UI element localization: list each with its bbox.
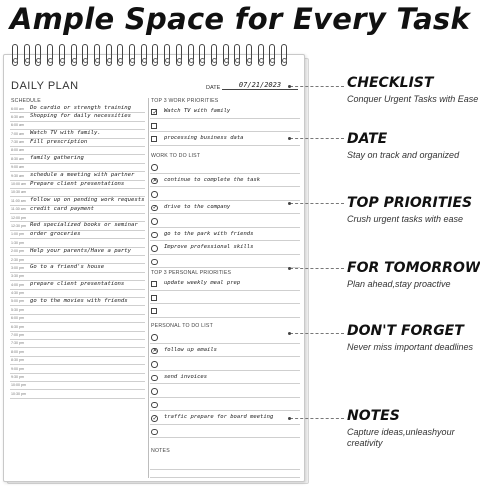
circle-checkbox-icon[interactable] — [151, 245, 158, 252]
schedule-row — [10, 281, 145, 289]
callout-title-for-tomorrow: FOR TOMORROW — [347, 260, 480, 276]
date-value: 07/21/2023 — [222, 81, 298, 90]
schedule-task: family gathering — [30, 155, 84, 162]
notes-label: NOTES — [151, 448, 170, 454]
schedule-task: Prepare client presentations — [30, 180, 125, 187]
schedule-task: Do cardio or strength training — [30, 105, 132, 111]
schedule-time: 8:00 pm — [11, 349, 24, 354]
schedule-time: 7:30 am — [11, 140, 24, 145]
callout-dot — [288, 85, 291, 88]
spiral-coil — [12, 44, 18, 66]
spiral-coil — [188, 44, 194, 66]
schedule-time: 5:30 pm — [11, 307, 24, 312]
schedule-time: 6:30 am — [11, 114, 24, 119]
schedule-time: 12:00 pm — [11, 215, 26, 220]
list-item — [150, 228, 300, 242]
circle-checkbox-icon[interactable] — [151, 164, 158, 171]
schedule-row — [10, 264, 145, 272]
schedule-row — [10, 222, 145, 230]
list-item — [150, 160, 300, 174]
callout-title-dont-forget: DON'T FORGET — [347, 323, 464, 339]
list-item-text: processing business data — [164, 135, 244, 141]
schedule-row — [10, 273, 145, 281]
circle-checkbox-icon[interactable] — [151, 348, 158, 355]
spiral-coil — [176, 44, 182, 66]
callout-subtitle-checklist: Conquer Urgent Tasks with Ease — [347, 94, 479, 104]
schedule-list — [10, 105, 145, 399]
schedule-row — [10, 340, 145, 348]
schedule-time: 9:30 am — [11, 173, 24, 178]
callout-title-checklist: CHECKLIST — [347, 75, 434, 91]
schedule-row — [10, 290, 145, 298]
callout-dot — [288, 137, 291, 140]
list-item — [150, 119, 300, 133]
schedule-row — [10, 332, 145, 340]
schedule-time: 12:30 pm — [11, 223, 26, 228]
date-label: DATE — [206, 85, 221, 91]
schedule-time: 8:30 am — [11, 156, 24, 161]
schedule-task: Help your parents/Have a party — [30, 247, 132, 254]
spiral-binding — [12, 44, 302, 74]
checkbox-icon[interactable] — [151, 281, 157, 287]
schedule-time: 8:30 pm — [11, 358, 24, 363]
circle-checkbox-icon[interactable] — [151, 178, 158, 185]
callout-title-top-priorities: TOP PRIORITIES — [347, 195, 473, 211]
schedule-time: 9:00 am — [11, 165, 24, 170]
spiral-coil — [94, 44, 100, 66]
spiral-coil — [211, 44, 217, 66]
schedule-task: Go to a friend's house — [30, 264, 105, 271]
schedule-task: credit card payment — [30, 205, 94, 212]
check-mark: ✕ — [152, 178, 158, 184]
spiral-coil — [129, 44, 135, 66]
schedule-row — [10, 374, 145, 382]
circle-checkbox-icon[interactable] — [151, 429, 158, 436]
schedule-time: 7:00 pm — [11, 333, 24, 338]
check-mark: ✓ — [152, 415, 158, 422]
schedule-time: 6:00 am — [11, 106, 24, 111]
list-item — [150, 344, 300, 358]
schedule-row — [10, 214, 145, 222]
schedule-time: 6:30 pm — [11, 324, 24, 329]
spiral-coil — [59, 44, 65, 66]
schedule-task: order groceries — [30, 230, 81, 237]
schedule-time: 11:30 am — [11, 207, 26, 212]
schedule-row — [10, 113, 145, 121]
circle-checkbox-icon[interactable] — [151, 415, 158, 422]
checkbox-icon[interactable] — [151, 295, 157, 301]
circle-checkbox-icon[interactable] — [151, 361, 158, 368]
list-item-text: go to the park with friends — [164, 230, 254, 237]
callout-connector — [290, 268, 344, 269]
spiral-coil — [223, 44, 229, 66]
spiral-coil — [71, 44, 77, 66]
schedule-time: 7:30 pm — [11, 341, 24, 346]
work-priorities-list — [150, 105, 300, 146]
schedule-time: 4:30 pm — [11, 291, 24, 296]
list-item — [150, 174, 300, 188]
callout-subtitle-for-tomorrow: Plan ahead,stay proactive — [347, 279, 451, 289]
list-item-text: continue to complete the task — [164, 176, 261, 183]
schedule-time: 5:00 pm — [11, 299, 24, 304]
circle-checkbox-icon[interactable] — [151, 205, 158, 212]
schedule-time: 10:30 pm — [11, 391, 26, 396]
spiral-coil — [82, 44, 88, 66]
headline: Ample Space for Every Task — [9, 2, 471, 36]
spiral-coil — [141, 44, 147, 66]
work-todo-list — [150, 160, 300, 268]
checkbox-icon[interactable] — [151, 308, 157, 314]
spiral-coil — [106, 44, 112, 66]
schedule-row — [10, 130, 145, 138]
schedule-time: 1:30 pm — [11, 240, 24, 245]
column-divider — [148, 98, 149, 478]
callout-dot — [288, 202, 291, 205]
schedule-label: SCHEDULE — [11, 98, 41, 104]
spiral-coil — [117, 44, 123, 66]
schedule-time: 2:30 pm — [11, 257, 24, 262]
schedule-row — [10, 122, 145, 130]
spiral-coil — [199, 44, 205, 66]
callout-title-date: DATE — [347, 131, 388, 147]
callout-subtitle-top-priorities: Crush urgent tasks with ease — [347, 214, 464, 224]
circle-checkbox-icon[interactable] — [151, 388, 158, 395]
schedule-row — [10, 315, 145, 323]
list-item-text: send invoices — [164, 373, 208, 380]
spiral-coil — [258, 44, 264, 66]
schedule-time: 7:00 am — [11, 131, 24, 136]
list-item — [150, 132, 300, 146]
list-item — [150, 330, 300, 344]
callout-title-notes: NOTES — [347, 408, 400, 424]
callout-subtitle-notes: Capture ideas,unleashyour creativity — [347, 427, 455, 448]
schedule-row — [10, 323, 145, 331]
schedule-time: 6:00 pm — [11, 316, 24, 321]
checkbox-icon[interactable] — [151, 123, 157, 129]
spiral-coil — [152, 44, 158, 66]
personal-priorities-list — [150, 277, 300, 318]
callout-connector — [290, 333, 344, 334]
schedule-row — [10, 164, 145, 172]
checkbox-icon[interactable] — [151, 109, 157, 115]
personal-todo-list — [150, 330, 300, 438]
list-item-text: Watch TV with family — [164, 108, 231, 114]
spiral-coil — [234, 44, 240, 66]
schedule-row — [10, 248, 145, 256]
schedule-time: 9:30 pm — [11, 375, 24, 379]
schedule-row — [10, 197, 145, 205]
daily-plan-title: DAILY PLAN — [11, 80, 79, 92]
circle-checkbox-icon[interactable] — [151, 334, 158, 341]
spiral-coil — [281, 44, 287, 66]
list-item — [150, 398, 300, 412]
schedule-time: 2:00 pm — [11, 249, 24, 254]
list-item — [150, 304, 300, 318]
spiral-coil — [35, 44, 41, 66]
list-item — [150, 357, 300, 371]
circle-checkbox-icon[interactable] — [151, 375, 158, 382]
schedule-task: schedule a meeting with partner — [30, 172, 135, 179]
list-item — [150, 411, 300, 425]
schedule-time: 8:00 am — [11, 148, 24, 153]
schedule-task: prepare client presentations — [30, 281, 125, 288]
spiral-coil — [24, 44, 30, 66]
list-item — [150, 105, 300, 119]
personal-priorities-label: TOP 3 PERSONAL PRIORITIES — [151, 270, 232, 276]
list-item-text: traffic prepare for board meeting — [164, 414, 274, 420]
list-item — [150, 214, 300, 228]
callout-subtitle-date: Stay on track and organized — [347, 150, 460, 160]
schedule-time: 9:00 pm — [11, 366, 24, 371]
schedule-time: 4:00 pm — [11, 282, 24, 287]
schedule-time: 3:00 pm — [11, 265, 24, 270]
schedule-row — [10, 105, 145, 113]
circle-checkbox-icon[interactable] — [151, 232, 158, 239]
check-mark: ✕ — [152, 348, 158, 354]
schedule-row — [10, 256, 145, 264]
list-item — [150, 384, 300, 398]
callout-connector — [290, 418, 344, 419]
schedule-task: Fill prescription — [30, 138, 88, 145]
schedule-row — [10, 206, 145, 214]
schedule-row — [10, 348, 145, 356]
list-item — [150, 277, 300, 291]
schedule-task: Watch TV with family. — [30, 130, 101, 137]
list-item — [150, 371, 300, 385]
spiral-coil — [269, 44, 275, 66]
check-mark: ✓ — [152, 109, 158, 116]
list-item — [150, 291, 300, 305]
schedule-time: 3:30 pm — [11, 274, 24, 279]
circle-checkbox-icon[interactable] — [151, 402, 158, 409]
check-mark: ✓ — [152, 205, 158, 211]
schedule-task: Red specialized books or seminar — [30, 222, 138, 229]
work-priorities-label: TOP 3 WORK PRIORITIES — [151, 98, 219, 104]
circle-checkbox-icon[interactable] — [151, 191, 158, 198]
spiral-coil — [246, 44, 252, 66]
schedule-time: 1:00 pm — [11, 232, 24, 237]
schedule-time: 11:00 am — [11, 198, 26, 203]
list-item — [150, 187, 300, 201]
schedule-row — [10, 155, 145, 163]
schedule-row — [10, 357, 145, 365]
schedule-row — [10, 231, 145, 239]
schedule-row — [10, 147, 145, 155]
schedule-time: 10:00 am — [11, 182, 26, 187]
schedule-task: follow up on pending work requests — [30, 197, 145, 204]
callout-dot — [288, 417, 291, 420]
schedule-row — [10, 172, 145, 180]
personal-todo-label: PERSONAL TO DO LIST — [151, 323, 213, 329]
checkbox-icon[interactable] — [151, 136, 157, 142]
schedule-row — [10, 189, 145, 197]
spiral-coil — [164, 44, 170, 66]
schedule-row — [10, 139, 145, 147]
schedule-row — [10, 390, 145, 398]
callout-connector — [290, 203, 344, 204]
callout-connector — [290, 86, 344, 87]
schedule-task: go to the movies with friends — [30, 297, 128, 304]
list-item — [150, 255, 300, 269]
schedule-row — [10, 382, 145, 390]
callout-dot — [288, 332, 291, 335]
spiral-coil — [47, 44, 53, 66]
list-item-text: update weekly meal prep — [164, 280, 241, 286]
callout-subtitle-dont-forget: Never miss important deadlines — [347, 342, 474, 352]
list-item — [150, 201, 300, 215]
callout-dot — [288, 267, 291, 270]
notes-lines — [150, 462, 300, 478]
circle-checkbox-icon[interactable] — [151, 259, 158, 266]
list-item — [150, 241, 300, 255]
schedule-row — [10, 365, 145, 373]
schedule-row — [10, 181, 145, 189]
list-item-text: follow up emails — [164, 346, 217, 353]
list-item-text: Improve professional skills — [164, 244, 254, 250]
work-todo-label: WORK TO DO LIST — [151, 153, 201, 159]
schedule-time: 10:30 am — [11, 190, 26, 195]
schedule-row — [10, 239, 145, 247]
circle-checkbox-icon[interactable] — [151, 218, 158, 225]
list-item — [150, 425, 300, 439]
schedule-row — [10, 298, 145, 306]
schedule-time: 6:00 am — [11, 123, 24, 128]
schedule-row — [10, 306, 145, 314]
schedule-task: Shopping for daily necessities — [30, 113, 132, 120]
list-item-text: drive to the company — [164, 203, 231, 210]
schedule-time: 10:00 pm — [11, 383, 26, 388]
callout-connector — [290, 138, 344, 139]
